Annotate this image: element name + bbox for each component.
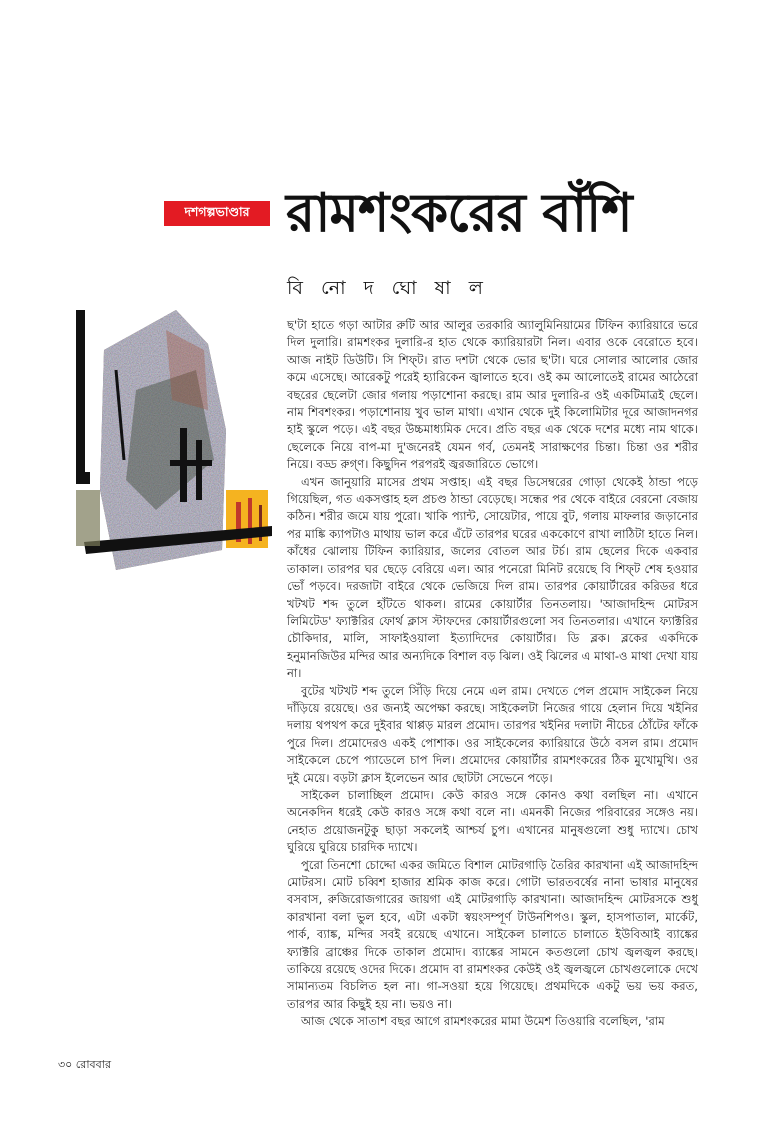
paragraph: এখন জানুয়ারি মাসের প্রথম সপ্তাহ। এই বছর ডিসেম্বরের গোড়া থেকেই ঠান্ডা পড়ে গিয়েছিল, গত একসপ্তাহ হল প্রচণ্ড ঠান্ডা বেড়েছে। সন্ধের পর থেকে বাইরে বেরনো বেজায় কঠিন। শরীর জমে যায় পুরো। খাকি প্যান্ট, সোয়েটার, পায়ে বুট, গলায় মাফলার জড়ানোর পর মাঙ্কি ক্যাপটাও মাথায় ভাল করে এঁটে তারপর ঘরের এককোণে রাখা লাঠিটা হাতে নিল। কাঁধের ঝোলায় টিফিন ক্যারিয়ার, জলের বোতল আর টর্চ। রাম ছেলের দিকে একবার তাকাল। তারপর ঘর ছেড়ে বেরিয়ে এল। আর পনেরো মিনিট রয়েছে বি শিফ্‌ট শেষ হওয়ার ভোঁ পড়বে। দরজাটা বাইরে থেকে ভেজিয়ে দিল রাম। তারপর কোয়ার্টারের করিডর ধরে খটখট শব্দ তুলে হাঁটতে থাকল। রামের কোয়ার্টার তিনতলায়। 'আজাদহিন্দ মোটরস লিমিটেড' ফ্যাক্টরির ফোর্থ ক্লাস স্টাফদের কোয়ার্টারগুলো সব তিনতলার। এখানে ফ্যাক্টরির চৌকিদার, মালি, সাফাইওয়ালা ইত্যাদিদের কোয়ার্টার। ডি ব্লক। ব্লকের একদিকে হনুমানজিউর মন্দির আর অন্যদিকে বিশাল বড় ঝিল। ওই ঝিলের এ মাথা-ও মাথা দেখা যায় না। (287, 474, 698, 681)
story-title: রামশংকরের বাঁশি (286, 183, 632, 244)
paragraph: আজ থেকে সাতাশ বছর আগে রামশংকরের মামা উমেশ তিওয়ারি বলেছিল, 'রাম (301, 1014, 665, 1029)
author-name: বি নো দ ঘো ষা ল (287, 277, 489, 299)
section-tag: দশগল্পভাণ্ডার (164, 201, 270, 226)
paragraph: ছ'টা হাতে গড়া আটার রুটি আর আলুর তরকারি অ্যালুমিনিয়ামের টিফিন ক্যারিয়ারে ভরে দিল দুলারি। রামশংকর দুলারি-র হাত থেকে ক্যারিয়ারটা নিল। এবার ওকে বেরোতে হবে। আজ নাইট ডিউটি। সি শিফ্‌ট। রাত দশটা থেকে ভোর ছ'টা। ঘরে সোলার আলোর জোর কমে এসেছে। আরেকটু পরেই হ্যারিকেন জ্বালাতে হবে। ওই কম আলোতেই রামের আঠেরো বছরের ছেলেটা জোর গলায় পড়াশোনা করছে। রাম আর দুলারি-র ওই একটিমাত্রই ছেলে। নাম শিবশংকর। পড়াশোনায় খুব ভাল মাথা। এখান থেকে দুই কিলোমিটার দূরে আজাদনগর হাই স্কুলে পড়ে। এই বছর উচ্চমাধ্যমিক দেবে। প্রতি বছর এক থেকে দশের মধ্যে নাম থাকে। ছেলেকে নিয়ে বাপ-মা দু'জনেরই যেমন গর্ব, তেমনই সারাক্ষণের চিন্তা। চিন্তা ওর শরীর নিয়ে। বড্ড রুগ্‌ণ। কিছুদিন পরপরই জ্বরজারিতে ভোগে। (287, 318, 698, 472)
page-folio: ৩০ রোববার (58, 1058, 111, 1071)
paragraph: পুরো তিনশো চোদ্দো একর জমিতে বিশাল মোটরগাড়ি তৈরির কারখানা এই আজাদহিন্দ মোটরস। মোট চব্বিশ হাজার শ্রমিক কাজ করে। গোটা ভারতবর্ষের নানা ভাষার মানুষের বসবাস, রুজিরোজগারের জায়গা এই মোটরগাড়ি কারখানা। আজাদহিন্দ মোটরসকে শুধু কারখানা বলা ভুল হবে, এটা একটা স্বয়ংসম্পূর্ণ টাউনশিপও। স্কুল, হাসপাতাল, মার্কেট, পার্ক, ব্যাঙ্ক, মন্দির সবই রয়েছে এখানে। সাইকেল চালাতে চালাতে ইউবিআই ব্যাঙ্কের ফ্যাক্টরি ব্রাঞ্চের দিকে তাকাল প্রমোদ। ব্যাঙ্কের সামনে কতগুলো চোখ জ্বলজ্বল করছে। তাকিয়ে রয়েছে ওদের দিকে। প্রমোদ বা রামশংকর কেউই ওই জ্বলজ্বলে চোখগুলোকে দেখে সামান্যতম বিচলিত হল না। গা-সওয়া হয়ে গিয়েছে। প্রথমদিকে একটু ভয় ভয় করত, তারপর আর কিছুই হয় না। ভয়ও না। (287, 857, 698, 1011)
paragraph: বুটের খটখট শব্দ তুলে সিঁড়ি দিয়ে নেমে এল রাম। দেখতে পেল প্রমোদ সাইকেল নিয়ে দাঁড়িয়ে রয়েছে। ওর জন্যই অপেক্ষা করছে। সাইকেলটা নিজের গায়ে হেলান দিয়ে খইনির দলায় থপথপ করে দুইবার থাপ্পড় মারল প্রমোদ। তারপর খইনির দলাটা নীচের ঠোঁটের ফাঁকে পুরে দিল। প্রমোদেরও একই পোশাক। ওর সাইকেলের ক্যারিয়ারে উঠে বসল রাম। প্রমোদ সাইকেলে চেপে প্যাডেলে চাপ দিল। প্রমোদের কোয়ার্টার রামশংকরের ঠিক মুখোমুখি। ওর দুই মেয়ে। বড়টা ক্লাস ইলেভেন আর ছোটটা সেভেনে পড়ে। (287, 683, 698, 785)
paragraph: সাইকেল চালাচ্ছিল প্রমোদ। কেউ কারও সঙ্গে কোনও কথা বলছিল না। এখানে অনেকদিন ধরেই কেউ কারও সঙ্গে কথা বলে না। এমনকী নিজের পরিবারের সঙ্গেও নয়। নেহাত প্রয়োজনটুকু ছাড়া সকলেই আশ্চর্য চুপ। এখানের মানুষগুলো শুধু দ্যাখে। চোখ ঘুরিয়ে ঘুরিয়ে চারদিক দ্যাখে। (287, 787, 698, 855)
article-body (287, 317, 698, 1031)
illustration (76, 310, 272, 570)
